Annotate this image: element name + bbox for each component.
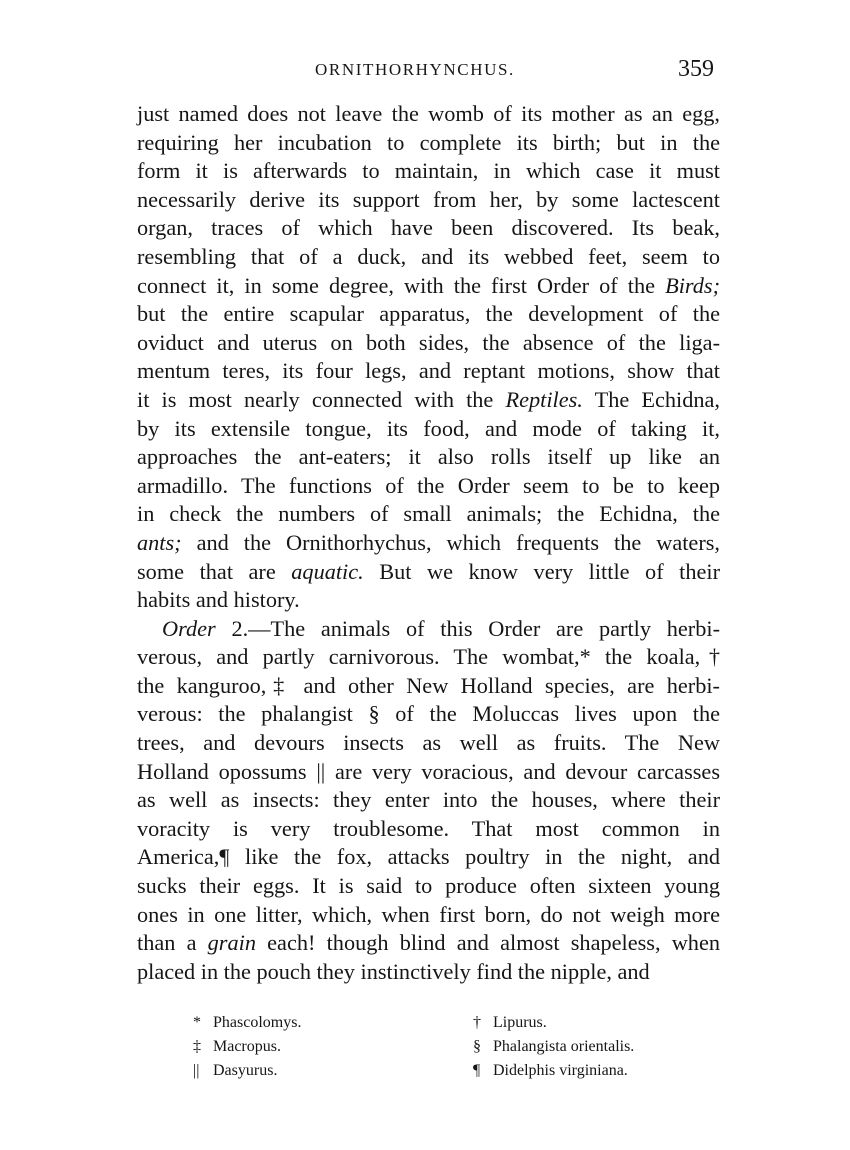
footnote <box>473 1011 547 1035</box>
text-segment: 2.—The animals of this Order are partly herbi- <box>215 615 720 641</box>
italic-text: Birds; <box>665 272 720 298</box>
text-line <box>137 300 720 329</box>
text-line <box>137 386 720 415</box>
page-header <box>137 56 720 86</box>
text-segment: The Echidna, <box>582 386 720 412</box>
text-line <box>137 214 720 243</box>
text-line <box>137 443 720 472</box>
text-segment: But we know very little of their <box>363 558 720 584</box>
footnote-row <box>193 1059 693 1083</box>
text-segment: trees, and devours insects as well as fruits. The New <box>137 730 720 756</box>
text-segment: armadillo. The functions of the Order seem to be to keep <box>137 472 720 498</box>
text-segment: and the Ornithorhychus, which frequents the waters, <box>181 529 720 555</box>
text-segment: each! though blind and almost shapeless, when <box>255 930 720 956</box>
text-segment: Holland opossums || are very voracious, and devour carcasses <box>137 758 720 784</box>
text-segment: necessarily derive its support from her, by some lactescent <box>137 186 720 212</box>
footnote <box>193 1035 281 1059</box>
text-line <box>137 901 720 930</box>
footnote-text: Didelphis virginiana. <box>493 1062 628 1079</box>
text-line <box>137 586 720 615</box>
main-text <box>137 100 720 986</box>
text-segment: resembling that of a duck, and its webbed feet, seem to <box>137 243 720 269</box>
footnote-mark: || <box>193 1062 200 1079</box>
text-segment: verous, and partly carnivorous. The wombat,* the koala,† <box>137 644 720 670</box>
footnote <box>473 1059 628 1083</box>
running-title: ORNITHORHYNCHUS. <box>315 60 515 79</box>
text-line <box>137 129 720 158</box>
footnote-mark: § <box>473 1038 481 1055</box>
footnote-mark: * <box>193 1014 201 1031</box>
text-line <box>137 100 720 129</box>
text-line <box>137 672 720 701</box>
footnote-text: Macropus. <box>213 1038 281 1055</box>
text-line <box>137 958 720 987</box>
text-segment: voracity is very troublesome. That most common in <box>137 815 720 841</box>
text-line <box>137 558 720 587</box>
text-segment: some that are <box>137 558 292 584</box>
text-segment: ones in one litter, which, when first born, do not weigh more <box>137 901 720 927</box>
text-segment: organ, traces of which have been discovered. Its beak, <box>137 215 720 241</box>
text-line <box>137 815 720 844</box>
text-line <box>137 643 720 672</box>
text-segment: as well as insects: they enter into the houses, where their <box>137 787 720 813</box>
text-segment: but the entire scapular apparatus, the development of the <box>137 301 720 327</box>
page-number: 359 <box>678 56 714 82</box>
text-line <box>137 729 720 758</box>
text-segment: habits and history. <box>137 587 300 613</box>
footnote-mark: † <box>473 1014 481 1031</box>
text-segment: than a <box>137 930 208 956</box>
text-segment: just named does not leave the womb of its mother as an egg, <box>137 101 720 126</box>
text-line <box>137 529 720 558</box>
text-line <box>137 872 720 901</box>
text-line <box>137 929 720 958</box>
text-line <box>137 157 720 186</box>
italic-text: aquatic. <box>291 558 364 584</box>
text-segment: requiring her incubation to complete its birth; but in the <box>137 129 720 155</box>
italic-text: Reptiles. <box>505 386 583 412</box>
text-segment: form it is afterwards to maintain, in which case it must <box>137 158 720 184</box>
footnote-row <box>193 1011 693 1035</box>
text-line <box>137 500 720 529</box>
footnote-text: Phalangista orientalis. <box>493 1038 635 1055</box>
italic-text: Order <box>162 615 216 641</box>
footnote <box>193 1011 301 1035</box>
footnote-text: Lipurus. <box>493 1014 547 1031</box>
text-segment: it is most nearly connected with the <box>137 386 506 412</box>
text-line <box>137 758 720 787</box>
footnote-text: Phascolomys. <box>213 1014 302 1031</box>
text-segment: approaches the ant-eaters; it also rolls itself up like an <box>137 444 720 470</box>
text-line <box>137 843 720 872</box>
text-segment: by its extensile tongue, its food, and mode of taking it, <box>137 415 720 441</box>
text-segment: the kanguroo,‡ and other New Holland species, are herbi- <box>137 672 720 698</box>
text-segment: placed in the pouch they instinctively find the nipple, and <box>137 958 650 984</box>
footnote-mark: ‡ <box>193 1038 201 1055</box>
text-line <box>137 700 720 729</box>
text-line <box>137 472 720 501</box>
text-line <box>137 329 720 358</box>
footnotes <box>193 1011 693 1083</box>
text-line <box>137 272 720 301</box>
footnote <box>193 1059 277 1083</box>
italic-text: grain <box>207 930 256 956</box>
text-line <box>137 786 720 815</box>
italic-text: ants; <box>137 529 182 555</box>
text-segment: connect it, in some degree, with the first Order of the <box>137 272 666 298</box>
text-segment: sucks their eggs. It is said to produce often sixteen young <box>137 873 720 899</box>
text-segment: America,¶ like the fox, attacks poultry in the night, and <box>137 844 720 870</box>
text-segment: oviduct and uterus on both sides, the absence of the liga- <box>137 329 720 355</box>
footnote-text: Dasyurus. <box>213 1062 278 1079</box>
text-line <box>137 615 720 644</box>
text-segment: mentum teres, its four legs, and reptant motions, show that <box>137 358 720 384</box>
text-line <box>137 243 720 272</box>
text-line <box>137 415 720 444</box>
text-segment: verous: the phalangist § of the Moluccas lives upon the <box>137 701 720 727</box>
text-line <box>137 357 720 386</box>
footnote <box>473 1035 634 1059</box>
footnote-row <box>193 1035 693 1059</box>
text-segment: in check the numbers of small animals; the Echidna, the <box>137 501 720 527</box>
text-line <box>137 186 720 215</box>
footnote-mark: ¶ <box>473 1062 481 1079</box>
